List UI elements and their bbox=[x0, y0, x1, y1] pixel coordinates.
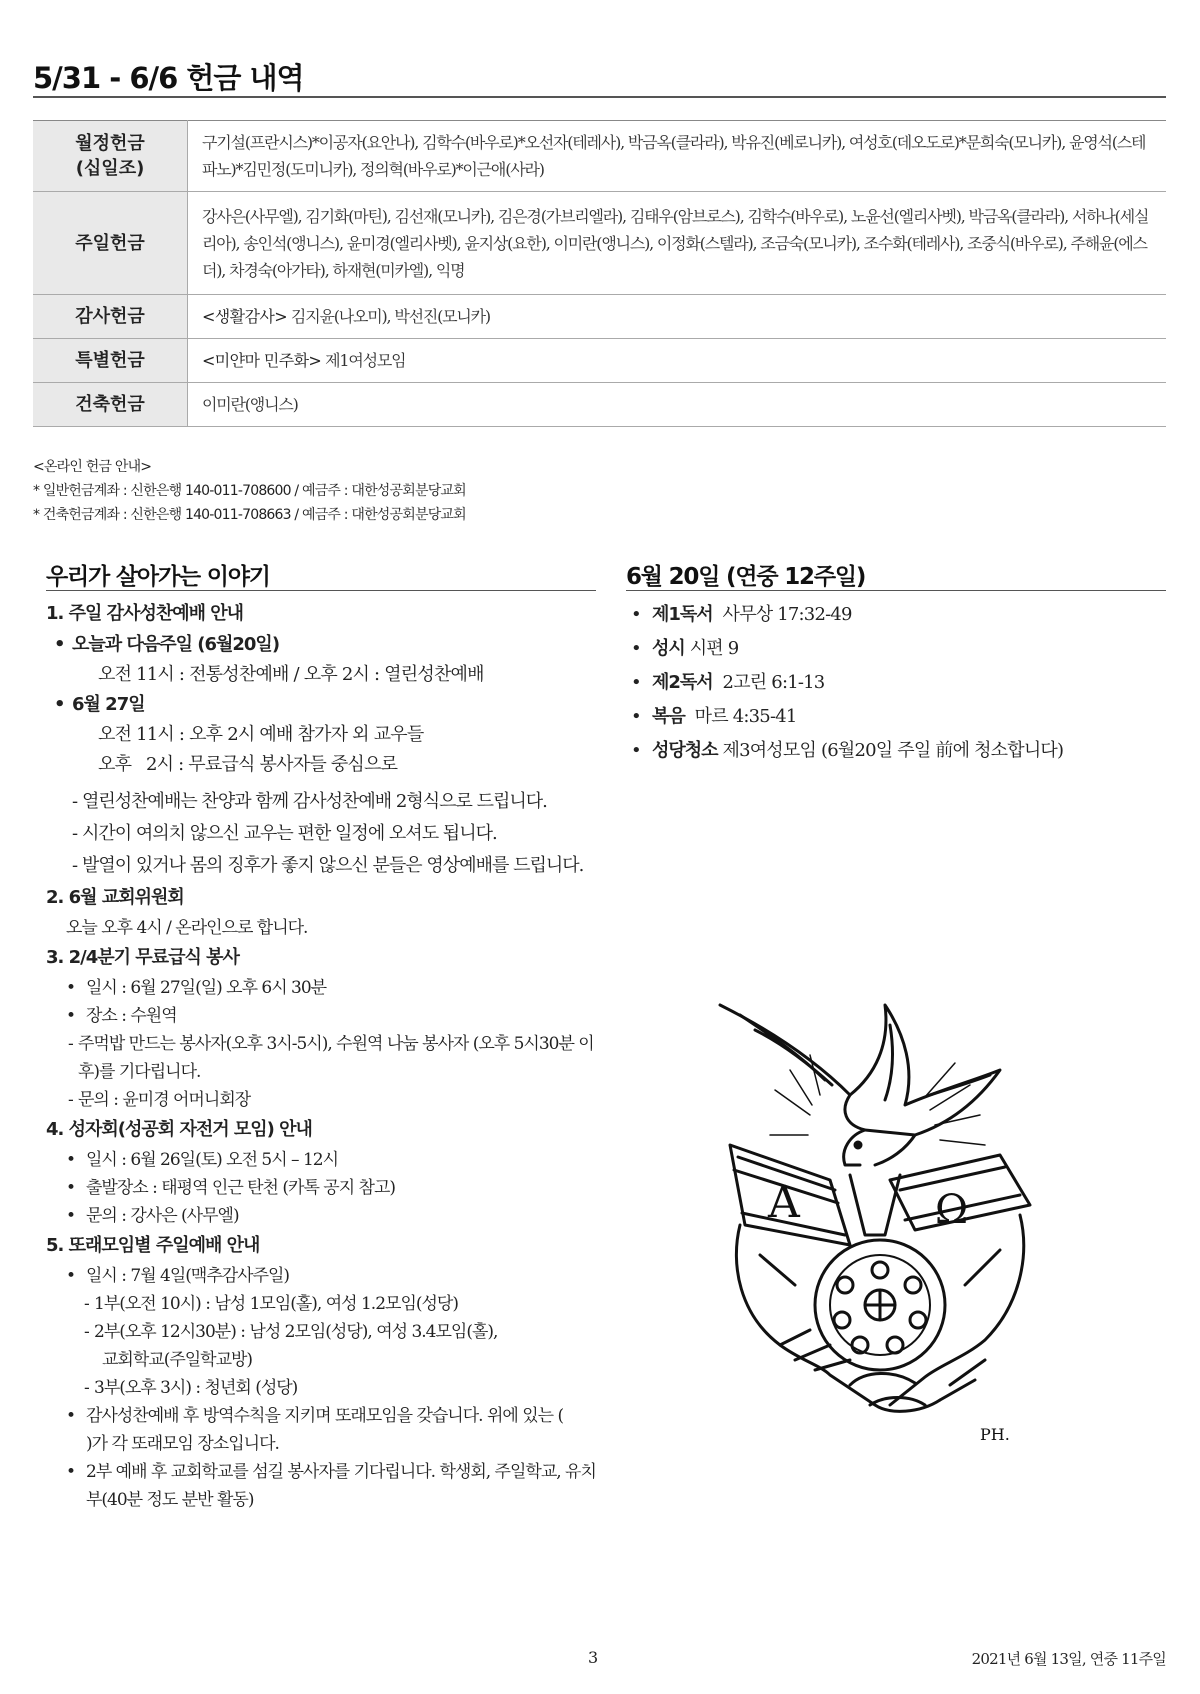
reading-text: 시편 9 bbox=[684, 638, 739, 659]
table-row bbox=[33, 295, 1166, 339]
reading-item bbox=[626, 734, 1166, 768]
section-heading: 5. 또래모임별 주일예배 안내 bbox=[46, 1235, 260, 1256]
note-item: - 주먹밥 만드는 봉사자(오후 3시-5시), 수원역 나눔 봉사자 (오후 5시30분 이후)를 기다립니다. bbox=[46, 1030, 596, 1086]
online-offering-info bbox=[33, 455, 466, 527]
page-title: 5/31 - 6/6 헌금 내역 bbox=[33, 61, 304, 95]
list-item: • 장소 : 수원역 bbox=[46, 1002, 596, 1030]
reading-label: 제1독서 bbox=[652, 604, 713, 625]
names-cell bbox=[188, 339, 1167, 383]
schedule-line: 오후 2시 : 무료급식 봉사자들 중심으로 bbox=[98, 754, 398, 775]
offering-tag: <생활감사> bbox=[202, 307, 288, 326]
reading-label: 복음 bbox=[652, 706, 685, 727]
lectionary-divider bbox=[626, 590, 1166, 591]
names-text: 제1여성모임 bbox=[321, 351, 406, 370]
alpha-omega-books bbox=[730, 1145, 1030, 1245]
story-title: 우리가 살아가는 이야기 bbox=[46, 564, 270, 590]
note-item: - 발열이 있거나 몸의 징후가 좋지 않으신 분들은 영상예배를 드립니다. bbox=[46, 850, 596, 882]
alpha-letter: A bbox=[768, 1177, 800, 1228]
sub-item-continued: 교회학교(주일학교방) bbox=[102, 1350, 253, 1370]
sub-item: - 3부(오후 3시) : 청년회 (성당) bbox=[46, 1374, 596, 1402]
list-item: • 일시 : 6월 27일(일) 오후 6시 30분 bbox=[46, 974, 596, 1002]
schedule-line: 오전 11시 : 오후 2시 예배 참가자 외 교우들 bbox=[98, 724, 424, 745]
note-item: - 열린성찬예배는 찬양과 함께 감사성찬예배 2형식으로 드립니다. bbox=[46, 786, 596, 818]
footer-date: 2021년 6월 13일, 연중 11주일 bbox=[971, 1650, 1166, 1668]
title-divider bbox=[33, 96, 1166, 98]
reading-text: 사무상 17:32-49 bbox=[712, 604, 852, 625]
omega-letter: Ω bbox=[935, 1187, 969, 1233]
list-item: • 오늘과 다음주일 (6월20일) bbox=[46, 630, 596, 660]
reading-item bbox=[626, 598, 1166, 632]
category-cell: 특별헌금 bbox=[33, 339, 188, 383]
category-cell: 주일헌금 bbox=[33, 192, 188, 295]
table-row bbox=[33, 383, 1166, 427]
list-item: • 일시 : 7월 4일(맥추감사주일) bbox=[46, 1262, 596, 1290]
reading-label: 성당청소 bbox=[652, 740, 718, 761]
names-cell: 구기설(프란시스)*이공자(요안나), 김학수(바우로)*오선자(테레사), 박금옥(클라라), 박유진(베로니카), 여성호(데오도로)*문희숙(모니카), 윤영석(스테파노)*김민정(도미니카), 정의혁(바우로)*이근애(사라) bbox=[188, 121, 1167, 192]
schedule-line: 오전 11시 : 전통성찬예배 / 오후 2시 : 열린성찬예배 bbox=[98, 664, 484, 685]
offering-tag: <미얀마 민주화> bbox=[202, 351, 322, 370]
note-line: 오늘 오후 4시 / 온라인으로 합니다. bbox=[66, 918, 308, 938]
reading-text: 2고린 6:1-13 bbox=[712, 672, 825, 693]
category-cell: 월정헌금 (십일조) bbox=[33, 121, 188, 192]
section-heading: 1. 주일 감사성찬예배 안내 bbox=[46, 603, 244, 624]
names-cell: 이미란(앵니스) bbox=[188, 383, 1167, 427]
reading-label: 제2독서 bbox=[652, 672, 713, 693]
reading-item bbox=[626, 666, 1166, 700]
list-item: • 문의 : 강사은 (사무엘) bbox=[46, 1202, 596, 1230]
section-heading: 4. 성자회(성공회 자전거 모임) 안내 bbox=[46, 1119, 312, 1140]
online-heading: <온라인 헌금 안내> bbox=[33, 459, 152, 475]
dove-drawing bbox=[720, 1005, 1000, 1165]
reading-text: 제3여성모임 (6월20일 주일 前에 청소합니다) bbox=[717, 740, 1064, 761]
artist-signature: PH. bbox=[980, 1425, 1010, 1444]
list-item: • 2부 예배 후 교회학교를 섬길 봉사자를 기다립니다. 학생회, 주일학교, 유치부(40분 정도 분반 활동) bbox=[46, 1458, 596, 1514]
building-account: * 건축헌금계좌 : 신한은행 140-011-708663 / 예금주 : 대한성공회분당교회 bbox=[33, 507, 466, 523]
names-cell: 강사은(사무엘), 김기화(마틴), 김선재(모니카), 김은경(가브리엘라), 김태우(암브로스), 김학수(바우로), 노윤선(엘리사벳), 박금옥(클라라), 서하나(세실리아), 송인석(앵니스), 윤미경(엘리사벳), 윤지상(요한), 이미란(앵니스), 이정화(스텔라), 조금숙(모니카), 조수화(테레사), 조중식(바우로), 주해윤(에스더), 차경숙(아가타), 하재현(미카엘), 익명 bbox=[188, 192, 1167, 295]
offering-table bbox=[33, 120, 1166, 427]
dial-circle bbox=[815, 1240, 945, 1370]
names-text: 김지윤(나오미), 박선진(모니카) bbox=[287, 307, 490, 326]
reading-text: 마르 4:35-41 bbox=[684, 706, 797, 727]
sub-item: - 2부(오후 12시30분) : 남성 2모임(성당), 여성 3.4모임(홀), bbox=[46, 1318, 596, 1346]
reading-item bbox=[626, 632, 1166, 666]
names-cell bbox=[188, 295, 1167, 339]
lectionary-title: 6월 20일 (연중 12주일) bbox=[626, 564, 866, 590]
note-item: - 시간이 여의치 않으신 교우는 편한 일정에 오셔도 됩니다. bbox=[46, 818, 596, 850]
sub-item: - 1부(오전 10시) : 남성 1모임(홀), 여성 1.2모임(성당) bbox=[46, 1290, 596, 1318]
page-number: 3 bbox=[588, 1648, 599, 1667]
list-item: • 일시 : 6월 26일(토) 오전 5시 – 12시 bbox=[46, 1146, 596, 1174]
story-column bbox=[46, 598, 599, 1514]
reading-item bbox=[626, 700, 1166, 734]
table-row bbox=[33, 121, 1166, 192]
list-item: • 감사성찬예배 후 방역수칙을 지키며 또래모임을 갖습니다. 위에 있는 ( )가 각 또래모임 장소입니다. bbox=[46, 1402, 596, 1458]
dove-alpha-omega-illustration bbox=[700, 985, 1060, 1450]
general-account: * 일반헌금계좌 : 신한은행 140-011-708600 / 예금주 : 대한성공회분당교회 bbox=[33, 483, 466, 499]
list-item: • 출발장소 : 태평역 인근 탄천 (카톡 공지 참고) bbox=[46, 1174, 596, 1202]
section-heading: 2. 6월 교회위원회 bbox=[46, 887, 184, 908]
reading-label: 성시 bbox=[652, 638, 685, 659]
table-row bbox=[33, 192, 1166, 295]
category-cell: 감사헌금 bbox=[33, 295, 188, 339]
list-item: • 6월 27일 bbox=[46, 690, 596, 720]
category-cell: 건축헌금 bbox=[33, 383, 188, 427]
table-row bbox=[33, 339, 1166, 383]
section-heading: 3. 2/4분기 무료급식 봉사 bbox=[46, 947, 239, 968]
story-divider bbox=[46, 590, 596, 591]
note-item: - 문의 : 윤미경 어머니회장 bbox=[46, 1086, 596, 1114]
lectionary-column bbox=[626, 598, 1166, 768]
